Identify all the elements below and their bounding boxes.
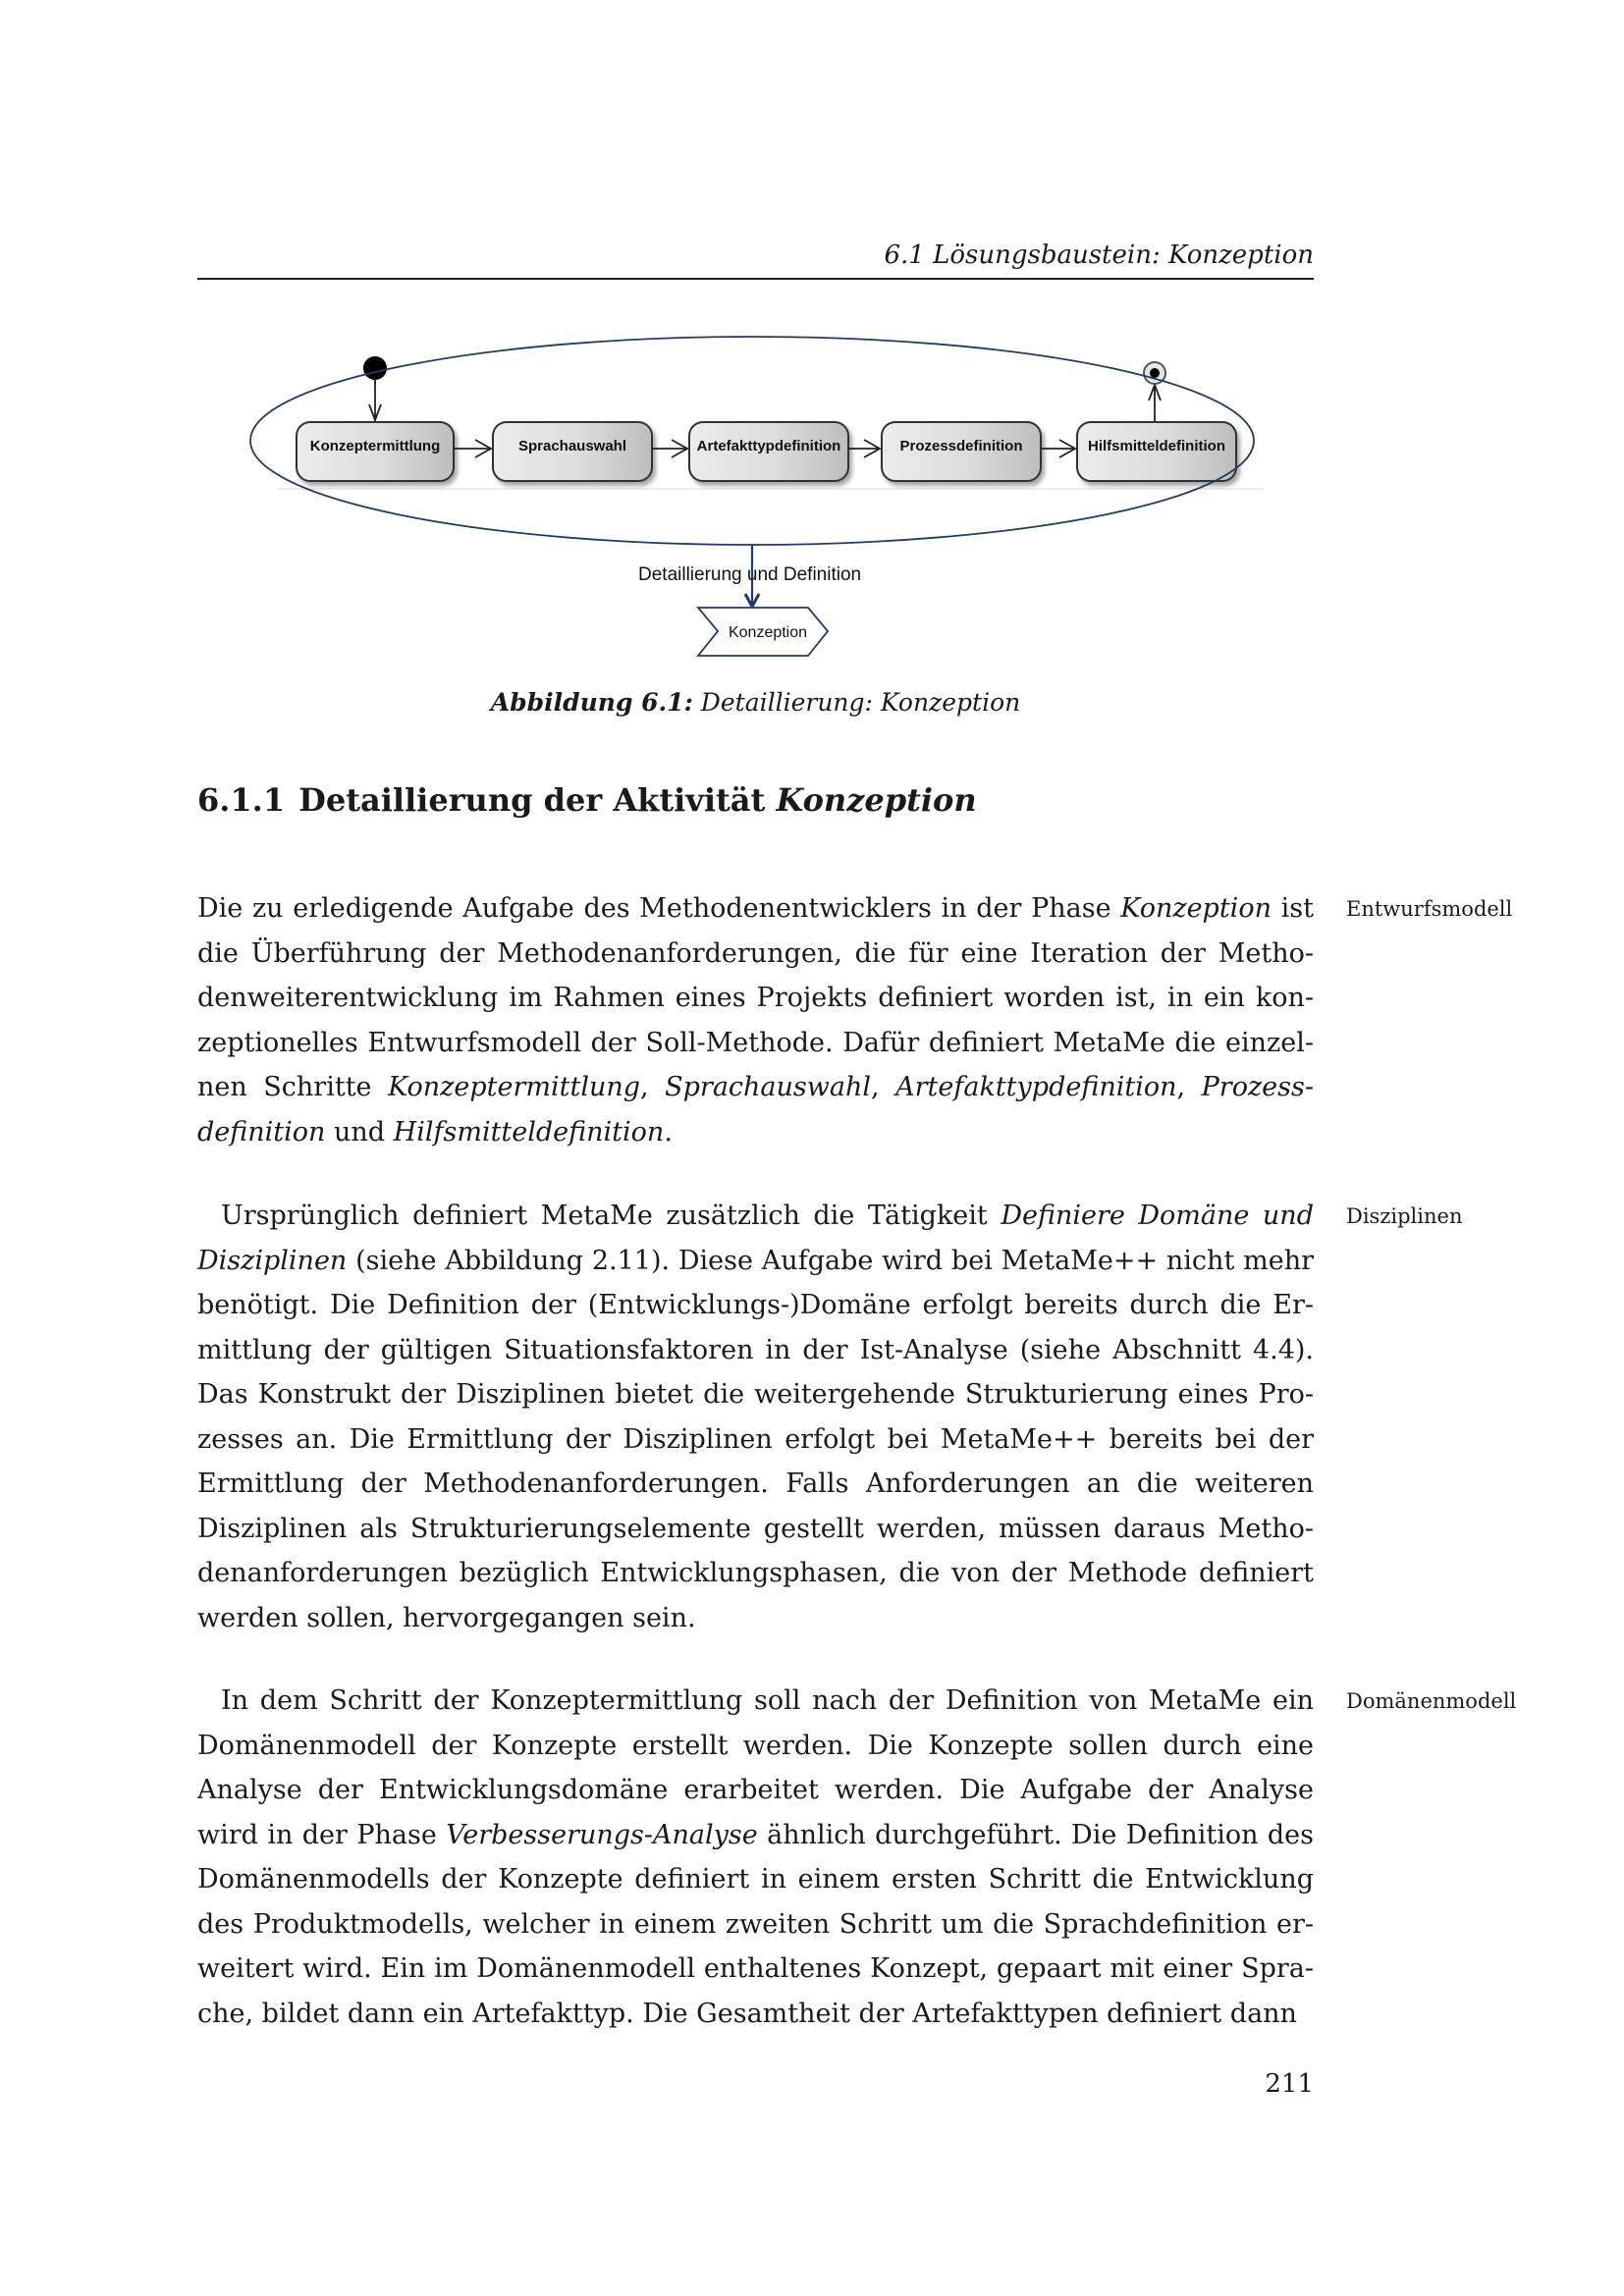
paragraph-2 xyxy=(197,1194,1314,1640)
text-line xyxy=(197,1768,1314,1813)
text-line xyxy=(197,886,1314,932)
text-run: denanforderungen bezüglich Entwicklungsphasen, die von der Methode definiert xyxy=(197,1558,1314,1588)
text-run: Domänenmodells der Konzepte definiert in einem ersten Schritt die Entwicklung xyxy=(197,1864,1314,1895)
text-line xyxy=(197,1283,1314,1328)
text-run: , xyxy=(1176,1072,1202,1102)
text-run: denweiterentwicklung im Rahmen eines Projekts definiert worden ist, in ein kon- xyxy=(197,983,1314,1013)
text-run: , xyxy=(640,1072,666,1102)
text-run: die Überführung der Methodenanforderungen, die für eine Iteration der Metho- xyxy=(197,937,1314,969)
header-rule xyxy=(197,278,1314,280)
svg-text:Artefakttypdefinition: Artefakttypdefinition xyxy=(696,438,841,454)
emphasis: Konzeptermittlung xyxy=(388,1072,641,1102)
activity-sprachauswahl xyxy=(493,422,652,481)
text-run: Domänenmodell der Konzepte erstellt werden. Die Konzepte sollen durch eine xyxy=(197,1730,1314,1761)
text-line xyxy=(197,1679,1314,1724)
emphasis: Definiere Domäne und xyxy=(1001,1201,1314,1231)
text-run: ist xyxy=(1271,893,1314,924)
caption-label: Abbildung 6.1: xyxy=(490,688,693,717)
text-line xyxy=(197,1507,1314,1552)
text-run: ähnlich durchgeführt. Die Definition des xyxy=(757,1819,1315,1850)
margin-note-entwurfsmodell: Entwurfsmodell xyxy=(1346,897,1513,921)
text-line xyxy=(197,1813,1314,1858)
text-line xyxy=(197,1857,1314,1902)
caption-text: Detaillierung: Konzeption xyxy=(692,688,1021,717)
activity-artefakttypdefinition xyxy=(689,422,848,481)
margin-note-domaenenmodell: Domänenmodell xyxy=(1346,1689,1517,1713)
text-run: werden sollen, hervorgegangen sein. xyxy=(197,1602,696,1633)
activity-prozessdefinition xyxy=(882,422,1041,481)
text-run: Das Konstrukt der Disziplinen bietet die weitergehende Strukturierung eines Pro- xyxy=(197,1379,1314,1410)
text-run: Disziplinen als Strukturierungselemente gestellt werden, müssen daraus Metho- xyxy=(197,1513,1314,1544)
activity-konzeptermittlung xyxy=(297,422,454,481)
text-run: des Produktmodells, welcher in einem zweiten Schritt um die Sprachdefinition er- xyxy=(197,1908,1314,1940)
svg-text:Sprachauswahl: Sprachauswahl xyxy=(517,438,627,454)
text-run: weitert wird. Ein im Domänenmodell enthaltenes Konzept, gepaart mit einer Spra- xyxy=(197,1953,1314,1984)
svg-text:Prozessdefinition: Prozessdefinition xyxy=(899,438,1023,454)
text-line xyxy=(197,1551,1314,1596)
text-line xyxy=(197,1110,1314,1155)
text-run: che, bildet dann ein Artefakttyp. Die Gesamtheit der Artefakttypen definiert dann xyxy=(197,1998,1297,2029)
text-line xyxy=(197,1065,1314,1110)
emphasis: Hilfsmitteldefinition xyxy=(393,1116,665,1148)
svg-text:Konzeptermittlung: Konzeptermittlung xyxy=(309,438,441,454)
text-line xyxy=(197,932,1314,977)
text-run: . xyxy=(664,1116,673,1148)
text-run: Ermittlung der Methodenanforderungen. Falls Anforderungen an die weiteren xyxy=(197,1468,1314,1499)
initial-node-icon xyxy=(363,356,387,420)
text-line xyxy=(197,1239,1314,1284)
text-line xyxy=(197,1902,1314,1948)
text-line xyxy=(197,1021,1314,1066)
text-line xyxy=(197,1596,1314,1641)
text-run: Ursprünglich definiert MetaMe zusätzlich die Tätigkeit xyxy=(221,1201,1001,1231)
text-run: Die zu erledigende Aufgabe des Methodenentwicklers in der Phase xyxy=(197,893,1121,924)
emphasis: Konzeption xyxy=(1120,893,1272,924)
text-run: zeptionelles Entwurfsmodell der Soll-Methode. Dafür definiert MetaMe die einzel- xyxy=(197,1027,1314,1058)
text-line xyxy=(197,1417,1314,1463)
relation-label: Detaillierung und Definition xyxy=(638,564,862,585)
text-line xyxy=(197,976,1314,1021)
emphasis: definition xyxy=(197,1116,326,1148)
text-run: , xyxy=(871,1072,896,1102)
paragraph-1 xyxy=(197,886,1314,1154)
text-run: mittlung der gültigen Situationsfaktoren in der Ist-Analyse (siehe Abschnitt 4.4). xyxy=(197,1334,1314,1365)
margin-note-disziplinen: Disziplinen xyxy=(1346,1204,1463,1228)
section-title-italic: Konzeption xyxy=(776,781,977,819)
section-title: Detaillierung der Aktivität xyxy=(298,781,777,819)
text-line xyxy=(197,1328,1314,1373)
emphasis: Prozess- xyxy=(1201,1072,1314,1102)
text-line xyxy=(197,1194,1314,1239)
page-number: 211 xyxy=(1265,2069,1314,2099)
text-run: In dem Schritt der Konzeptermittlung soll nach der Definition von MetaMe ein xyxy=(221,1685,1314,1716)
paragraph-3 xyxy=(197,1679,1314,2036)
section-heading xyxy=(197,780,977,820)
text-run: Analyse der Entwicklungsdomäne erarbeitet werden. Die Aufgabe der Analyse xyxy=(197,1775,1314,1805)
svg-text:Konzeption: Konzeption xyxy=(728,624,808,641)
activity-hilfsmitteldefinition xyxy=(1077,422,1236,481)
section-number: 6.1.1 xyxy=(197,781,286,819)
running-header: 6.1 Lösungsbaustein: Konzeption xyxy=(884,240,1314,270)
text-line xyxy=(197,1947,1314,1992)
figure-caption xyxy=(197,687,1314,719)
text-run: (siehe Abbildung 2.11). Diese Aufgabe wird bei MetaMe++ nicht mehr xyxy=(347,1245,1314,1276)
text-line xyxy=(197,1724,1314,1769)
emphasis: Artefakttypdefinition xyxy=(895,1072,1177,1102)
text-line xyxy=(197,1372,1314,1417)
text-run: und xyxy=(325,1116,394,1148)
parent-activity-konzeption xyxy=(698,608,828,656)
emphasis: Sprachauswahl xyxy=(665,1072,872,1102)
text-line xyxy=(197,1462,1314,1507)
final-node-icon xyxy=(1144,362,1165,422)
text-run: nen Schritte xyxy=(197,1072,389,1102)
text-run: wird in der Phase xyxy=(197,1819,447,1850)
emphasis: Verbesserungs-Analyse xyxy=(446,1819,758,1850)
emphasis: Disziplinen xyxy=(197,1245,348,1276)
text-run: zesses an. Die Ermittlung der Disziplinen erfolgt bei MetaMe++ bereits bei der xyxy=(197,1423,1314,1455)
activity-diagram-figure xyxy=(236,324,1296,663)
svg-text:Hilfsmitteldefinition: Hilfsmitteldefinition xyxy=(1088,438,1225,454)
text-run: benötigt. Die Definition der (Entwicklungs-)Domäne erfolgt bereits durch die Er- xyxy=(197,1290,1314,1320)
text-line xyxy=(197,1992,1314,2037)
